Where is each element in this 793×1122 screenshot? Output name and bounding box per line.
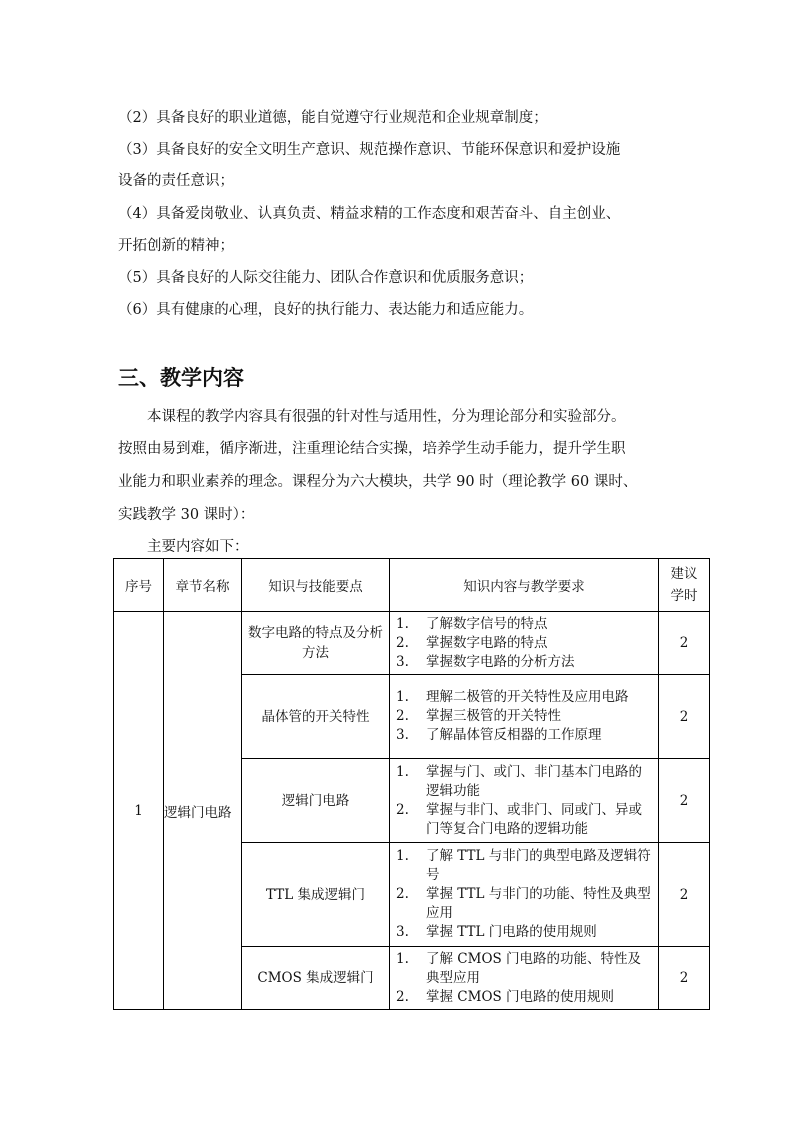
- hours-cell: 2: [659, 843, 710, 947]
- header-hours: 建议学时: [659, 559, 710, 612]
- item-text: 理解二极管的开关特性及应用电路: [426, 689, 629, 705]
- item-number: 1.: [396, 848, 409, 864]
- list-item: [396, 763, 654, 801]
- item-text: 掌握 TTL 门电路的使用规则: [426, 924, 597, 940]
- item-number: 2.: [396, 886, 409, 902]
- hours-cell: 2: [659, 759, 710, 843]
- list-item: [396, 950, 654, 988]
- content-cell: [390, 612, 659, 675]
- list-item: [396, 923, 654, 942]
- list-item: [396, 847, 654, 885]
- content-cell: [390, 843, 659, 947]
- content-cell: [390, 675, 659, 759]
- item-number: 1.: [396, 615, 409, 632]
- table-header-row: [114, 559, 710, 612]
- item-number: 2.: [396, 801, 409, 818]
- section-heading: 三、教学内容: [118, 366, 244, 390]
- item-text: 掌握数字电路的分析方法: [426, 653, 575, 670]
- intro-line: 实践教学 30 课时）：: [118, 507, 255, 523]
- skill-point: 晶体管的开关特性: [242, 675, 390, 759]
- item-text: 掌握与门、或门、非门基本门电路的逻辑功能: [426, 763, 642, 799]
- paragraph-line: （5）具备良好的人际交往能力、团队合作意识和优质服务意识；: [118, 270, 534, 286]
- module-seq: 1: [114, 612, 164, 1010]
- list-item: [396, 615, 654, 634]
- item-number: 2.: [396, 988, 409, 1005]
- intro-line: 业能力和职业素养的理念。课程分为六大模块，共学 90 时（理论教学 60 课时、: [118, 474, 638, 490]
- item-text: 掌握三极管的开关特性: [426, 708, 561, 724]
- hours-cell: 2: [659, 675, 710, 759]
- header-chapter: 章节名称: [164, 559, 242, 612]
- item-number: 1.: [396, 689, 409, 705]
- item-text: 了解 TTL 与非门的典型电路及逻辑符号: [426, 848, 651, 883]
- header-seq: 序号: [114, 559, 164, 612]
- list-item: [396, 885, 654, 923]
- item-text: 了解数字信号的特点: [426, 615, 548, 632]
- main-content-label: 主要内容如下：: [118, 539, 249, 555]
- item-text: 掌握 CMOS 门电路的使用规则: [426, 988, 615, 1005]
- item-number: 3.: [396, 727, 409, 743]
- item-number: 3.: [396, 653, 409, 670]
- item-text: 掌握与非门、或非门、同或门、异或门等复合门电路的逻辑功能: [426, 801, 642, 837]
- header-content: 知识内容与教学要求: [390, 559, 659, 612]
- list-item: [396, 653, 654, 672]
- intro-line: 按照由易到难，循序渐进，注重理论结合实操，培养学生动手能力，提升学生职: [118, 441, 626, 457]
- item-number: 1.: [396, 950, 409, 967]
- hours-cell: 2: [659, 612, 710, 675]
- table-row: [114, 612, 710, 675]
- skill-point: CMOS 集成逻辑门: [242, 947, 390, 1010]
- list-item: [396, 634, 654, 653]
- item-text: 掌握 TTL 与非门的功能、特性及典型应用: [426, 886, 651, 921]
- item-text: 了解晶体管反相器的工作原理: [426, 727, 602, 743]
- paragraph-line: （2）具备良好的职业道德，能自觉遵守行业规范和企业规章制度；: [118, 110, 548, 126]
- item-number: 2.: [396, 708, 409, 724]
- skill-point: 逻辑门电路: [242, 759, 390, 843]
- list-item: [396, 707, 654, 726]
- list-item: [396, 726, 654, 745]
- list-item: [396, 988, 654, 1007]
- list-item: [396, 688, 654, 707]
- item-text: 了解 CMOS 门电路的功能、特性及典型应用: [426, 950, 642, 986]
- skill-point: 数字电路的特点及分析方法: [242, 612, 390, 675]
- intro-line: 本课程的教学内容具有很强的针对性与适用性，分为理论部分和实验部分。: [118, 409, 626, 425]
- module-chapter: 逻辑门电路: [164, 612, 242, 1010]
- content-cell: [390, 759, 659, 843]
- item-number: 1.: [396, 763, 409, 780]
- course-content-table: [113, 558, 710, 1010]
- paragraph-line: （6）具有健康的心理，良好的执行能力、表达能力和适应能力。: [118, 302, 534, 318]
- content-cell: [390, 947, 659, 1010]
- list-item: [396, 801, 654, 839]
- skill-point: TTL 集成逻辑门: [242, 843, 390, 947]
- header-skill: 知识与技能要点: [242, 559, 390, 612]
- paragraph-line: （3）具备良好的安全文明生产意识、规范操作意识、节能环保意识和爱护设施: [118, 142, 621, 158]
- item-number: 2.: [396, 634, 409, 651]
- paragraph-line: 开拓创新的精神；: [118, 238, 234, 254]
- item-number: 3.: [396, 924, 409, 940]
- paragraph-line: （4）具备爱岗敬业、认真负责、精益求精的工作态度和艰苦奋斗、自主创业、: [118, 206, 621, 222]
- item-text: 掌握数字电路的特点: [426, 634, 548, 651]
- paragraph-line: 设备的责任意识；: [118, 173, 234, 189]
- hours-cell: 2: [659, 947, 710, 1010]
